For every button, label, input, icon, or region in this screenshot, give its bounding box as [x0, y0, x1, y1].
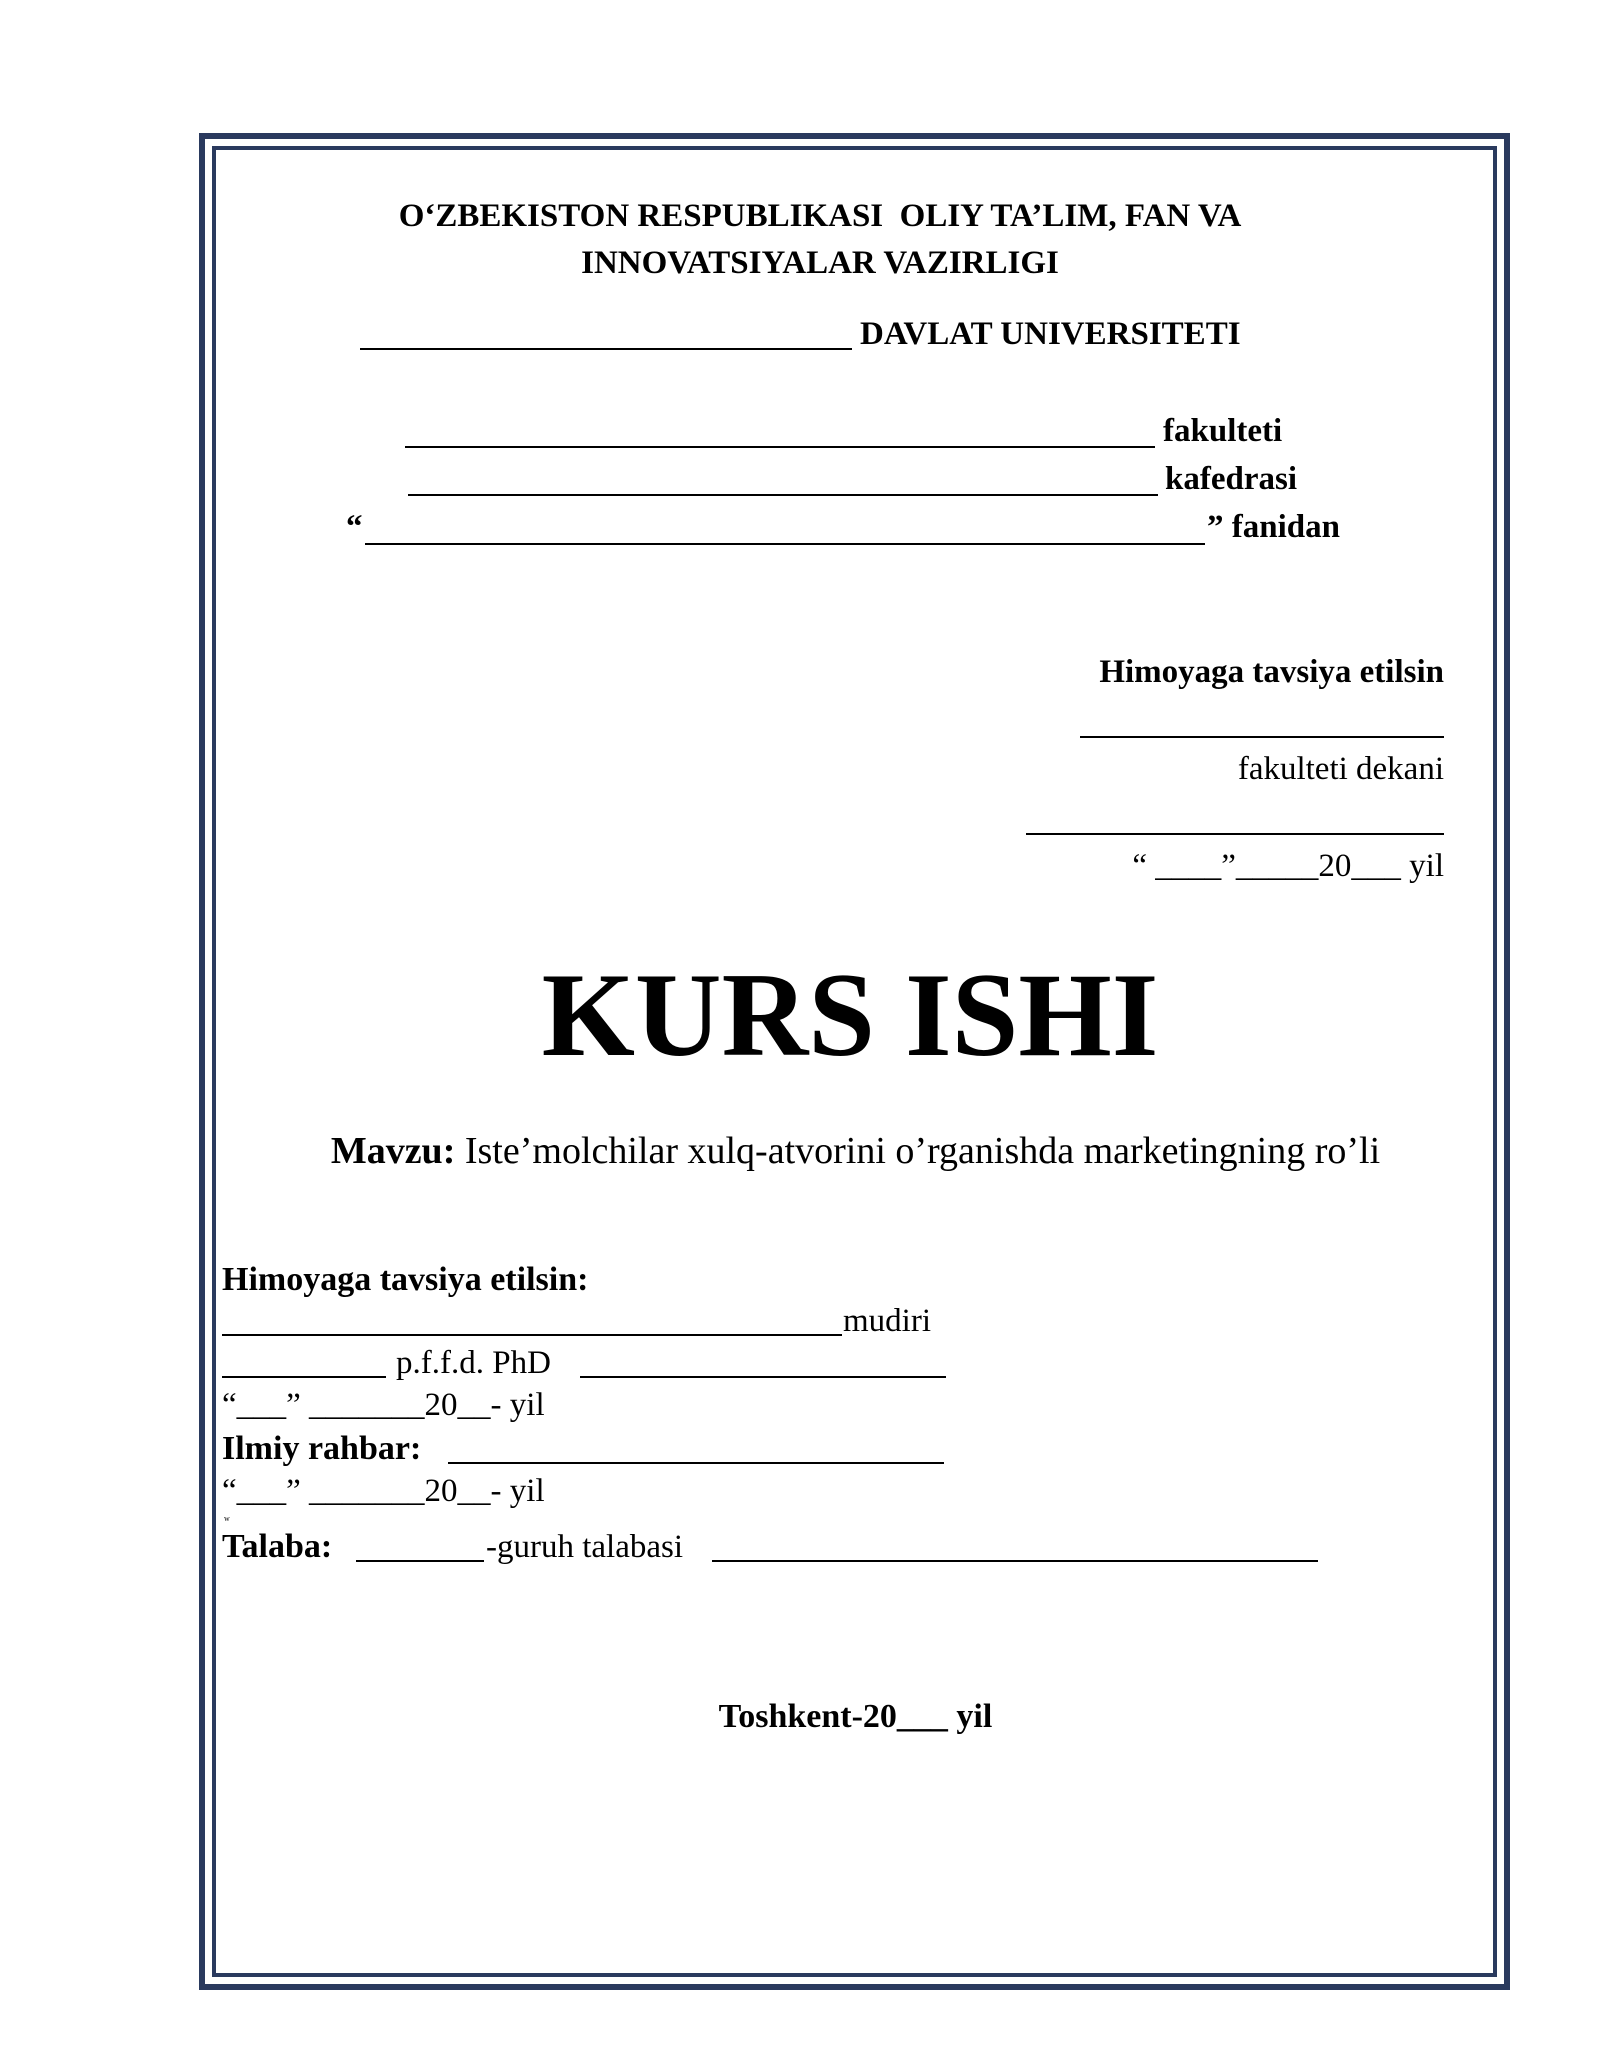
department-name-blank: [408, 494, 1158, 496]
approval-right-date: “ ____”_____20___ yil: [1132, 848, 1444, 884]
topic-line: [200, 1132, 1511, 1170]
university-name-blank: [360, 348, 852, 350]
document-title: KURS ISHI: [541, 948, 1159, 1081]
footer-city-year: Toshkent-20___ yil: [718, 1698, 993, 1735]
subject-name-blank: [365, 543, 1205, 545]
topic-text: Iste’molchilar xulq-atvorini o’rganishda marketingning ro’li: [455, 1130, 1381, 1172]
head-label: mudiri: [843, 1303, 931, 1339]
subject-label: ” fanidan: [1207, 509, 1340, 545]
subject-open-quote: “: [346, 509, 363, 545]
approval-left-title: Himoyaga tavsiya etilsin:: [222, 1261, 589, 1298]
ministry-line-1: O‘ZBEKISTON RESPUBLIKASI OLIY TA’LIM, FAN VA: [398, 198, 1242, 234]
group-number-blank: [356, 1560, 484, 1562]
dean-faculty-blank: [1080, 736, 1444, 738]
approval-right-title: Himoyaga tavsiya etilsin: [1099, 654, 1444, 690]
approval-left-date-2: “___” _______20__- yil: [222, 1473, 545, 1509]
department-head-blank: [222, 1334, 842, 1336]
approval-left-date-1: “___” _______20__- yil: [222, 1387, 545, 1423]
dean-signature-blank: [1026, 833, 1444, 835]
student-name-blank: [712, 1560, 1318, 1562]
department-label: kafedrasi: [1165, 461, 1297, 497]
degree-label: p.f.f.d. PhD: [396, 1345, 551, 1381]
topic-label: Mavzu:: [330, 1130, 456, 1172]
ministry-line-2: INNOVATSIYALAR VAZIRLIGI: [581, 245, 1059, 281]
supervisor-label: Ilmiy rahbar:: [222, 1430, 422, 1467]
student-label: Talaba:: [222, 1528, 333, 1565]
head-name-blank-2: [580, 1376, 946, 1378]
faculty-name-blank: [405, 446, 1155, 448]
tiny-mark: w: [224, 1514, 230, 1523]
dean-label: fakulteti dekani: [1237, 751, 1444, 787]
head-name-blank-1: [222, 1376, 386, 1378]
university-label: DAVLAT UNIVERSITETI: [860, 316, 1241, 352]
supervisor-name-blank: [448, 1462, 944, 1464]
group-label: -guruh talabasi: [486, 1529, 684, 1565]
faculty-label: fakulteti: [1163, 413, 1283, 449]
